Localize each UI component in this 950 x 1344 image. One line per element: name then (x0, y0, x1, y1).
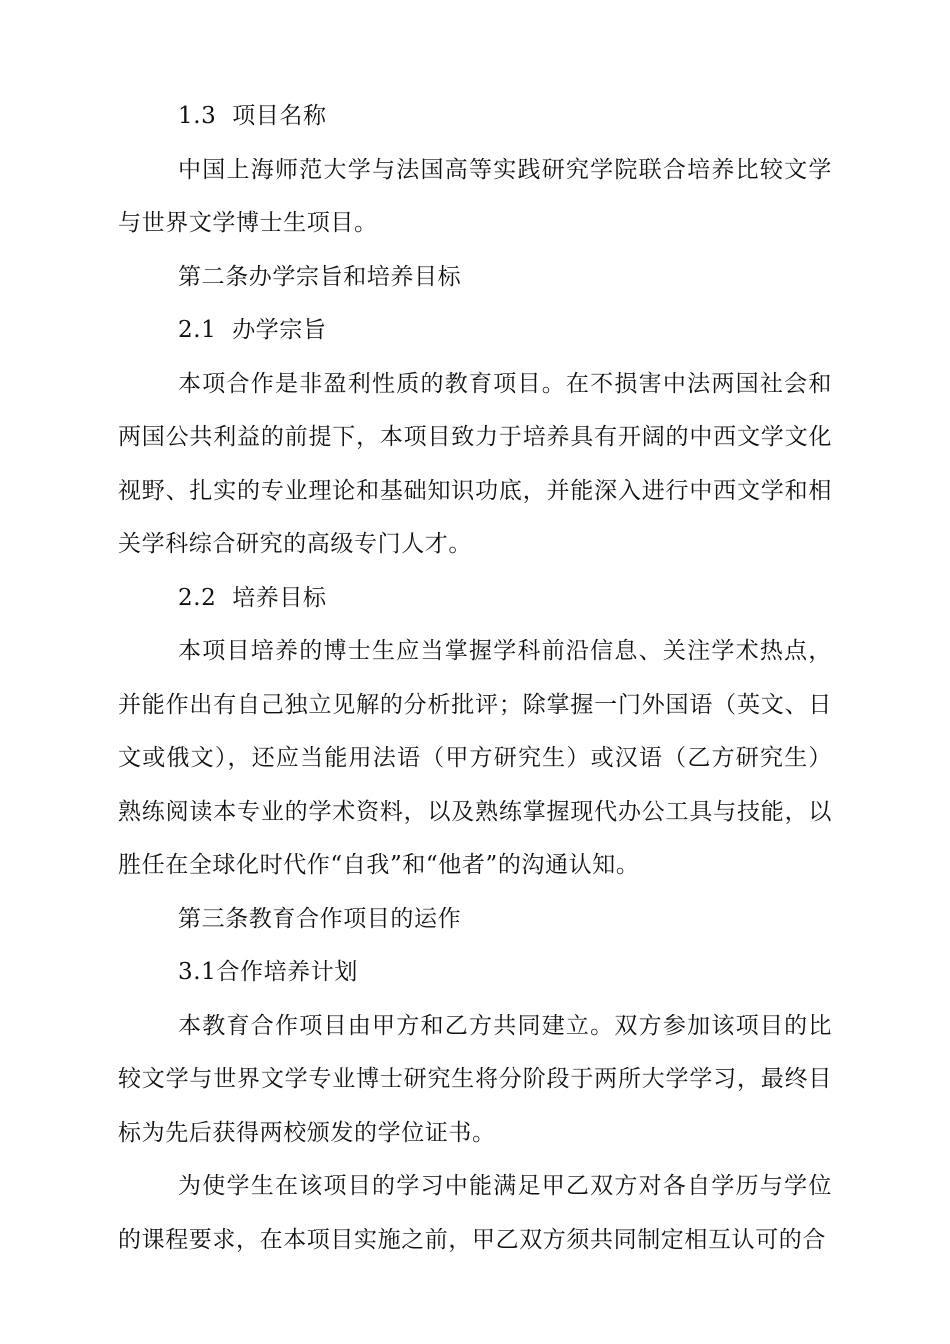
article-three-heading: 第三条教育合作项目的运作 (178, 905, 462, 932)
purpose-paragraph: 本项合作是非盈利性质的教育项目。在不损害中法两国社会和两国公共利益的前提下，本项目致力于培养具有开阔的中西文学文化视野、扎实的专业理论和基础知识功底，并能深入进行中西文学和相关学科综合研究的高级专门人才。 (118, 370, 832, 557)
objectives-paragraph: 本项目培养的博士生应当掌握学科前沿信息、关注学术热点，并能作出有自己独立见解的分析批评；除掌握一门外国语（英文、日文或俄文），还应当能用法语（甲方研究生）或汉语（乙方研究生）熟练阅读本专业的学术资料，以及熟练掌握现代办公工具与技能，以胜任在全球化时代作“自我”和“他者”的沟通认知。 (118, 638, 832, 878)
curriculum-requirements-paragraph: 为使学生在该项目的学习中能满足甲乙双方对各自学历与学位的课程要求，在本项目实施之前，甲乙双方须共同制定相互认可的合 (118, 1173, 832, 1253)
cooperation-plan-paragraph: 本教育合作项目由甲方和乙方共同建立。双方参加该项目的比较文学与世界文学专业博士研究生将分阶段于两所大学学习，最终目标为先后获得两校颁发的学位证书。 (118, 1012, 832, 1146)
section-heading-3-1: 3.1合作培养计划 (178, 959, 358, 985)
project-name-paragraph: 中国上海师范大学与法国高等实践研究学院联合培养比较文学与世界文学博士生项目。 (118, 156, 832, 236)
section-heading-2-1: 2.1 办学宗旨 (178, 317, 327, 343)
section-heading-2-2: 2.2 培养目标 (178, 584, 327, 611)
document-body (118, 90, 832, 1267)
section-heading-1-3: 1.3 项目名称 (178, 103, 327, 129)
article-two-heading: 第二条办学宗旨和培养目标 (178, 263, 462, 290)
